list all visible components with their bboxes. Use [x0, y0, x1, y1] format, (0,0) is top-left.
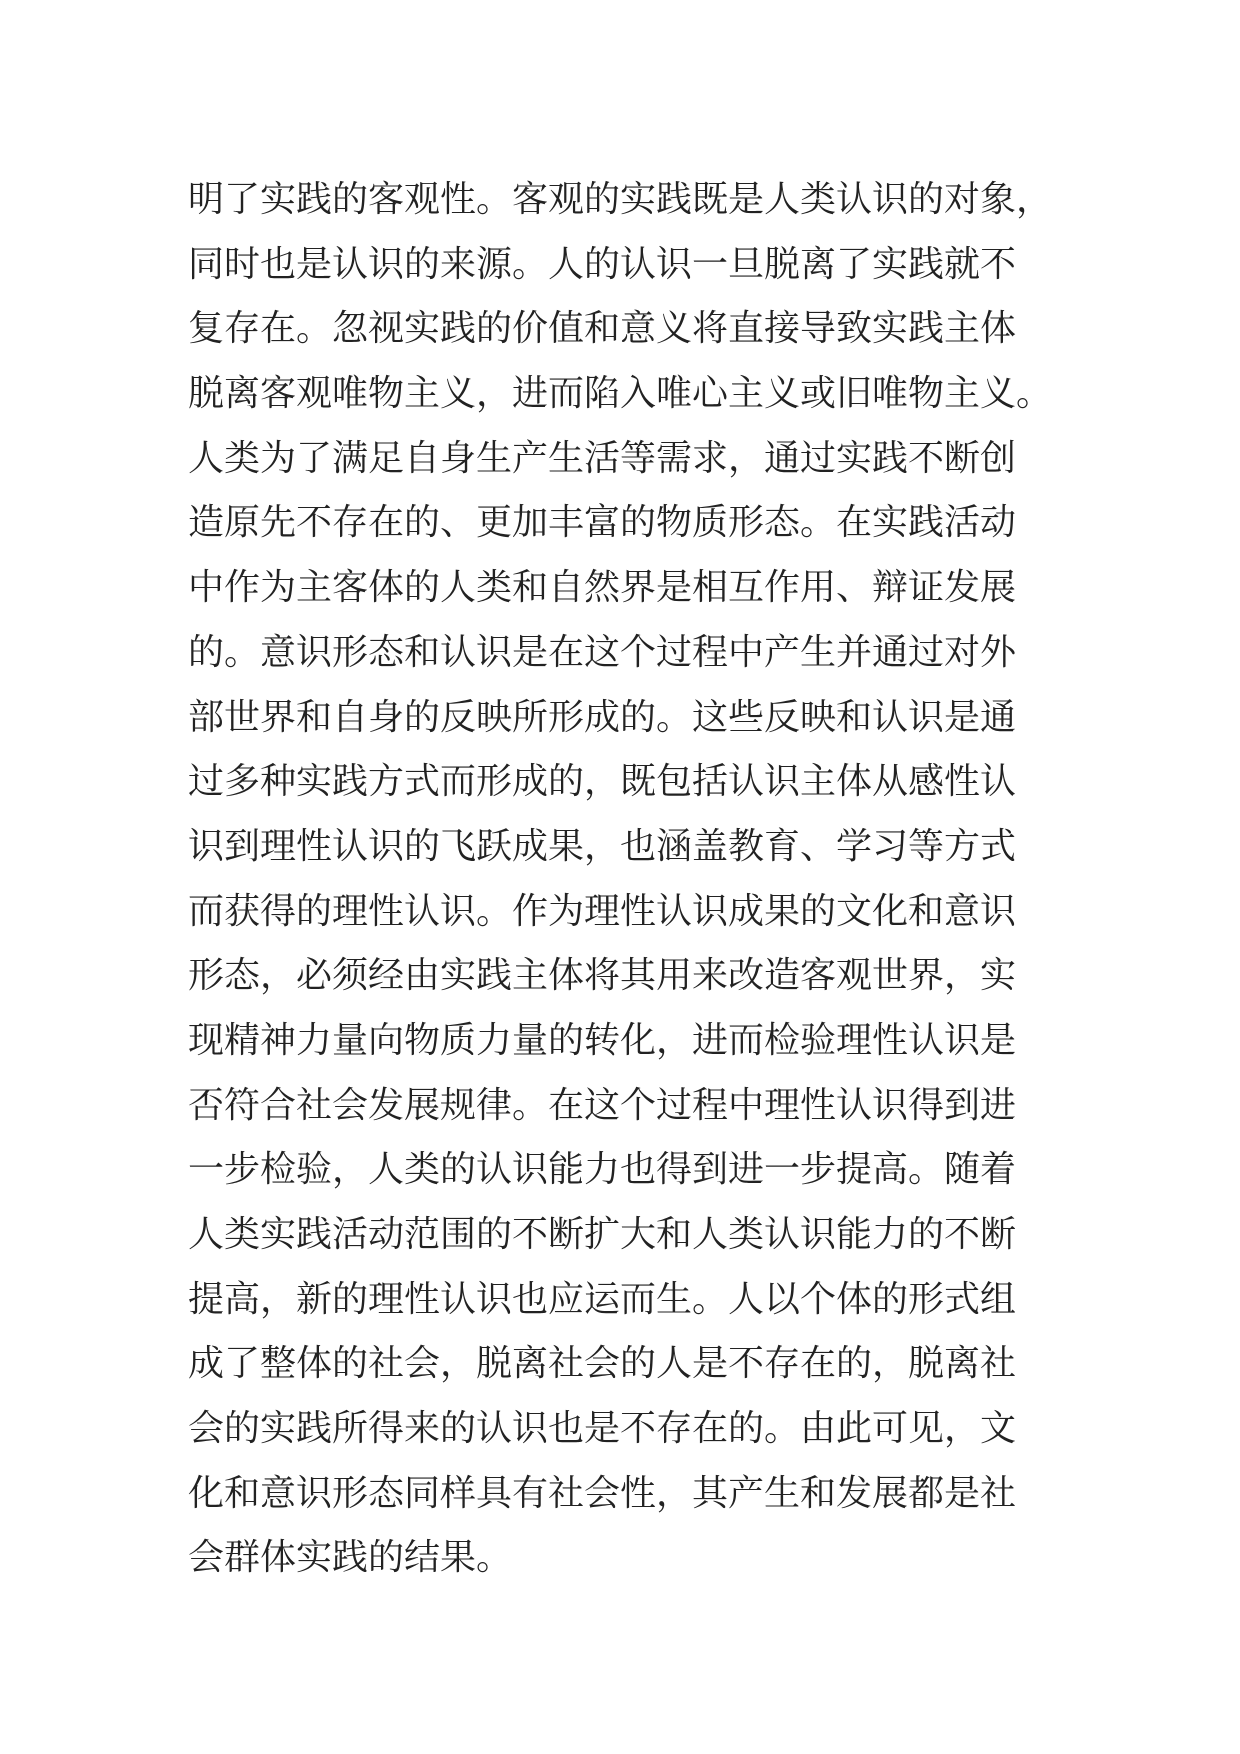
text-line: 的。意识形态和认识是在这个过程中产生并通过对外 — [188, 631, 1017, 673]
text-line: 明了实践的客观性。客观的实践既是人类认识的对象， — [188, 179, 1053, 220]
text-line: 识到理性认识的飞跃成果，也涵盖教育、学习等方式 — [188, 825, 1017, 867]
text-line: 会群体实践的结果。 — [188, 1537, 513, 1579]
text-line: 形态，必须经由实践主体将其用来改造客观世界，实 — [188, 955, 1017, 997]
text-line: 提高，新的理性认识也应运而生。人以个体的形式组 — [188, 1278, 1017, 1320]
text-line: 脱离客观唯物主义，进而陷入唯心主义或旧唯物主义。 — [188, 373, 1053, 415]
text-line: 人类为了满足自身生产生活等需求，通过实践不断创 — [188, 437, 1017, 479]
text-line: 一步检验，人类的认识能力也得到进一步提高。随着 — [188, 1149, 1017, 1191]
text-line: 中作为主客体的人类和自然界是相互作用、辩证发展 — [188, 567, 1017, 609]
text-line: 会的实践所得来的认识也是不存在的。由此可见，文 — [188, 1408, 1017, 1450]
text-line: 复存在。忽视实践的价值和意义将直接导致实践主体 — [188, 308, 1017, 350]
text-line: 化和意识形态同样具有社会性，其产生和发展都是社 — [188, 1472, 1017, 1514]
body-paragraph — [188, 168, 1088, 1591]
text-line: 部世界和自身的反映所形成的。这些反映和认识是通 — [188, 696, 1017, 738]
text-line: 过多种实践方式而形成的，既包括认识主体从感性认 — [188, 761, 1017, 803]
text-line: 人类实践活动范围的不断扩大和人类认识能力的不断 — [188, 1214, 1017, 1255]
text-line: 造原先不存在的、更加丰富的物质形态。在实践活动 — [188, 502, 1017, 544]
text-line: 现精神力量向物质力量的转化，进而检验理性认识是 — [188, 1019, 1017, 1061]
text-line: 成了整体的社会，脱离社会的人是不存在的，脱离社 — [188, 1343, 1017, 1385]
text-line: 否符合社会发展规律。在这个过程中理性认识得到进 — [188, 1084, 1017, 1126]
text-line: 而获得的理性认识。作为理性认识成果的文化和意识 — [188, 890, 1017, 932]
text-line: 同时也是认识的来源。人的认识一旦脱离了实践就不 — [188, 243, 1017, 285]
